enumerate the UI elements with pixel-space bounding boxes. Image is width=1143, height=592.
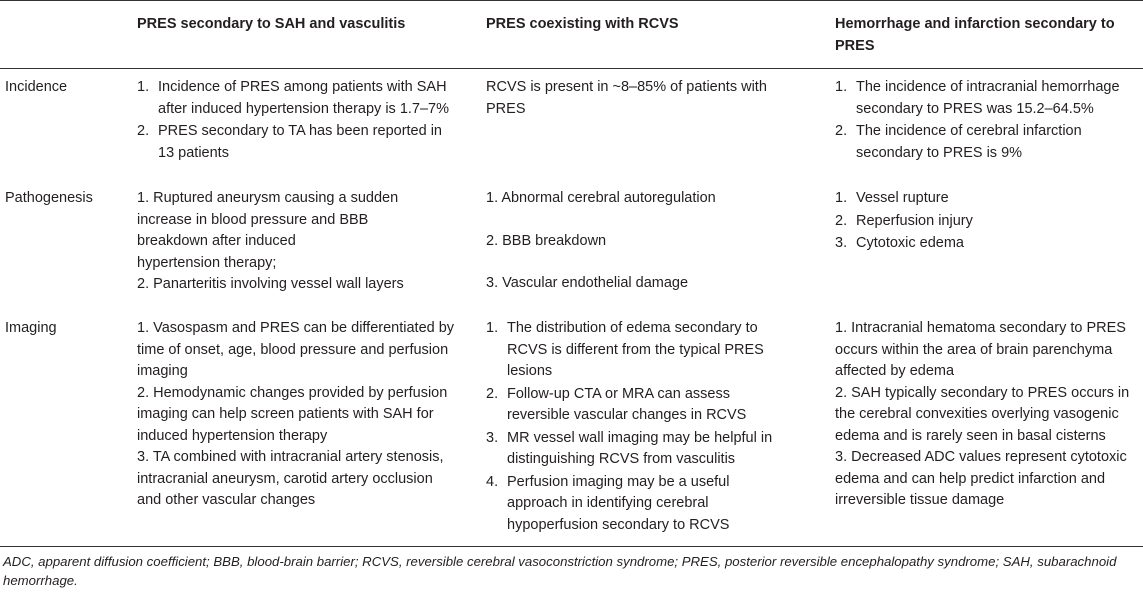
row-label-imaging: Imaging [5, 320, 57, 336]
list-item: 1. The distribution of edema secondary to RCVS is different from the typical PRES lesions [486, 320, 764, 379]
list-item: 1. The incidence of intracranial hemorrhage secondary to PRES was 15.2–64.5% [835, 79, 1120, 117]
row-label-incidence: Incidence [5, 79, 68, 95]
paragraph: 1. Ruptured aneurysm causing a sudden increase in blood pressure and BBB breakdown after induced [137, 190, 399, 249]
paragraph: 1. Vasospasm and PRES can be differentiated by time of onset, age, blood pressure and perfusion imaging [137, 320, 455, 379]
incidence-hemorrhage-cell [835, 77, 1142, 165]
paragraph: 1. Abnormal cerebral autoregulation [486, 190, 716, 206]
list-item: 2. PRES secondary to TA has been reported in 13 patients [137, 123, 442, 161]
list-item: 3. Cytotoxic edema [835, 235, 964, 251]
list-item: 1. Vessel rupture [835, 190, 949, 206]
incidence-rcvs-cell: RCVS is present in ~8–85% of patients with PRES [486, 79, 767, 117]
pathogenesis-rcvs-cell [486, 188, 776, 295]
table-bottom-rule [0, 546, 1143, 547]
paragraph: 1. Intracranial hematoma secondary to PRES occurs within the area of brain parenchyma affected by edema [835, 320, 1126, 379]
paragraph: 2. Hemodynamic changes provided by perfusion imaging can help screen patients with SAH for induced hypertension therapy [137, 384, 448, 444]
paragraph: 2. Panarteritis involving vessel wall layers [137, 276, 404, 292]
column-header-rcvs: PRES coexisting with RCVS [486, 16, 679, 32]
imaging-rcvs-cell [486, 318, 776, 537]
header-divider-rule [0, 68, 1143, 69]
column-header-hemorrhage-infarction: Hemorrhage and infarction secondary to PRES [835, 16, 1115, 54]
list-item: 2. Reperfusion injury [835, 212, 973, 229]
list-item: 3. MR vessel wall imaging may be helpful in distinguishing RCVS from vasculitis [486, 429, 773, 467]
column-header-sah-vasculitis: PRES secondary to SAH and vasculitis [137, 16, 406, 32]
table-footnote: ADC, apparent diffusion coefficient; BBB, blood-brain barrier; RCVS, reversible cerebral vasoconstriction syndrome; PRES, posterior reversible encephalopathy syndrome; SAH, subarachnoid hemorrhage. [3, 554, 1117, 588]
paragraph: 3. Decreased ADC values represent cytotoxic edema and can help predict infarction and irreversible tissue damage [835, 449, 1127, 508]
paragraph: 3. TA combined with intracranial artery stenosis, intracranial aneurysm, carotid artery occlusion and other vascular changes [137, 449, 444, 508]
row-label-pathogenesis: Pathogenesis [5, 190, 93, 206]
imaging-hemorrhage-cell [835, 318, 1142, 512]
paragraph: 2. SAH typically secondary to PRES occurs in the cerebral convexities overlying vasogenic edema and is rarely seen in basal cisterns [835, 384, 1130, 444]
pathogenesis-sah-cell [137, 188, 427, 296]
imaging-sah-cell [137, 318, 457, 512]
list-item: 2. The incidence of cerebral infarction secondary to PRES is 9% [835, 123, 1082, 161]
list-item: 2. Follow-up CTA or MRA can assess reversible vascular changes in RCVS [486, 385, 747, 423]
pathogenesis-hemorrhage-cell [835, 188, 1142, 256]
incidence-sah-cell [137, 77, 449, 165]
list-item: 4. Perfusion imaging may be a useful approach in identifying cerebral hypoperfusion secondary to RCVS [486, 473, 730, 533]
paragraph: 3. Vascular endothelial damage [486, 275, 689, 291]
paragraph: hypertension therapy; [137, 254, 277, 271]
list-item: 1. Incidence of PRES among patients with SAH after induced hypertension therapy is 1.7–7% [137, 79, 449, 117]
paragraph: 2. BBB breakdown [486, 232, 607, 249]
table-top-rule [0, 0, 1143, 1]
